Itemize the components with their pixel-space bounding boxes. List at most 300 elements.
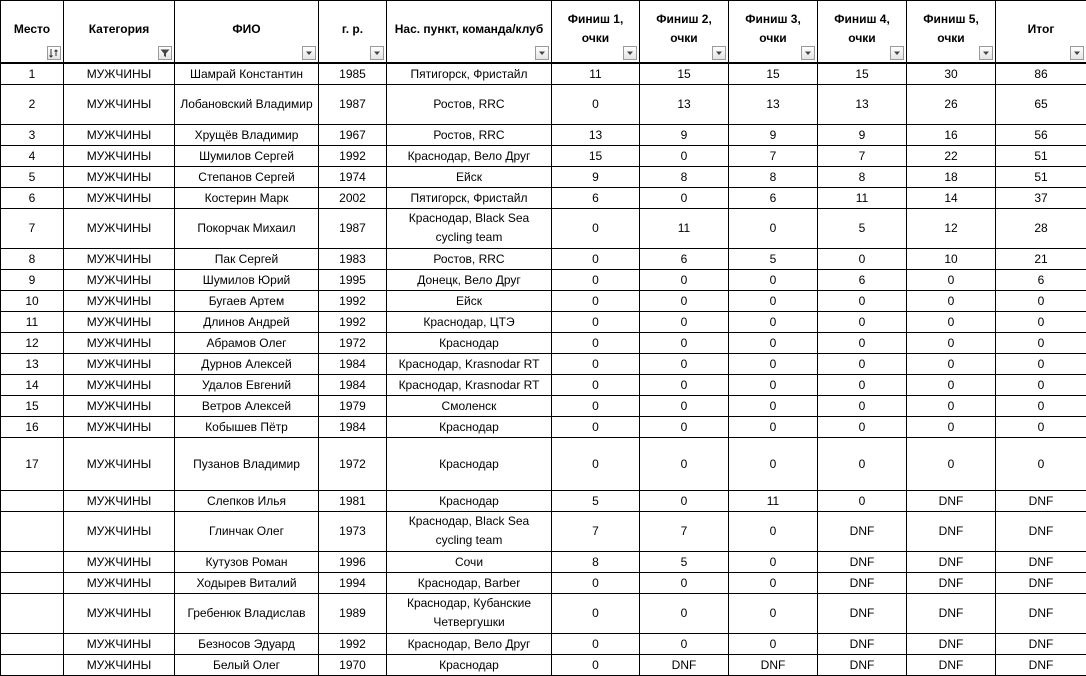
cell-finish-3: 5 xyxy=(729,248,818,269)
cell-finish-1: 0 xyxy=(552,416,640,437)
cell-finish-5: DNF xyxy=(907,511,996,551)
cell-place: 11 xyxy=(1,311,64,332)
cell-place: 12 xyxy=(1,332,64,353)
header-total xyxy=(996,1,1086,63)
cell-finish-5: DNF xyxy=(907,654,996,675)
cell-category: МУЖЧИНЫ xyxy=(64,208,175,248)
cell-finish-5: 26 xyxy=(907,84,996,124)
cell-club: Ростов, RRC xyxy=(387,124,552,145)
cell-finish-4: DNF xyxy=(818,511,907,551)
cell-place xyxy=(1,572,64,593)
cell-total: 0 xyxy=(996,311,1086,332)
cell-category: МУЖЧИНЫ xyxy=(64,374,175,395)
cell-category: МУЖЧИНЫ xyxy=(64,290,175,311)
cell-finish-2: 9 xyxy=(640,124,729,145)
cell-finish-2: 0 xyxy=(640,332,729,353)
cell-category: МУЖЧИНЫ xyxy=(64,166,175,187)
header-finish-1 xyxy=(552,1,640,63)
cell-total: DNF xyxy=(996,511,1086,551)
cell-club: Краснодар xyxy=(387,437,552,490)
cell-finish-2: 0 xyxy=(640,572,729,593)
cell-finish-2: 0 xyxy=(640,145,729,166)
cell-category: МУЖЧИНЫ xyxy=(64,63,175,85)
cell-place: 4 xyxy=(1,145,64,166)
dropdown-arrow-icon xyxy=(536,47,548,59)
table-row xyxy=(1,248,1086,269)
cell-place: 3 xyxy=(1,124,64,145)
cell-finish-3: 7 xyxy=(729,145,818,166)
cell-finish-4: 0 xyxy=(818,416,907,437)
cell-finish-4: 8 xyxy=(818,166,907,187)
cell-birth-year: 1987 xyxy=(319,208,387,248)
cell-total: DNF xyxy=(996,654,1086,675)
cell-total: 65 xyxy=(996,84,1086,124)
cell-club: Краснодар xyxy=(387,332,552,353)
cell-birth-year: 2002 xyxy=(319,187,387,208)
cell-fio: Кобышев Пётр xyxy=(175,416,319,437)
cell-finish-2: 0 xyxy=(640,353,729,374)
cell-finish-4: 0 xyxy=(818,332,907,353)
cell-birth-year: 1979 xyxy=(319,395,387,416)
cell-category: МУЖЧИНЫ xyxy=(64,551,175,572)
cell-total: 0 xyxy=(996,290,1086,311)
cell-finish-2: 0 xyxy=(640,490,729,511)
finish-5-filter-button[interactable] xyxy=(979,46,993,60)
cell-place: 10 xyxy=(1,290,64,311)
table-row xyxy=(1,490,1086,511)
cell-finish-1: 0 xyxy=(552,332,640,353)
cell-club: Ростов, RRC xyxy=(387,248,552,269)
cell-finish-2: 6 xyxy=(640,248,729,269)
cell-birth-year: 1996 xyxy=(319,551,387,572)
dropdown-arrow-icon xyxy=(802,47,814,59)
cell-fio: Степанов Сергей xyxy=(175,166,319,187)
cell-fio: Удалов Евгений xyxy=(175,374,319,395)
cell-birth-year: 1984 xyxy=(319,353,387,374)
place-filter-button[interactable] xyxy=(47,46,61,60)
header-category-label: Категория xyxy=(66,20,172,43)
cell-finish-3: 0 xyxy=(729,311,818,332)
cell-birth-year: 1967 xyxy=(319,124,387,145)
cell-category: МУЖЧИНЫ xyxy=(64,633,175,654)
cell-finish-3: 0 xyxy=(729,633,818,654)
cell-category: МУЖЧИНЫ xyxy=(64,437,175,490)
cell-fio: Дурнов Алексей xyxy=(175,353,319,374)
category-filter-button[interactable] xyxy=(158,46,172,60)
cell-finish-5: DNF xyxy=(907,593,996,633)
table-row xyxy=(1,374,1086,395)
cell-category: МУЖЧИНЫ xyxy=(64,311,175,332)
cell-birth-year: 1970 xyxy=(319,654,387,675)
cell-finish-5: 12 xyxy=(907,208,996,248)
cell-place xyxy=(1,551,64,572)
header-finish-5-label: Финиш 5, очки xyxy=(909,10,993,52)
cell-finish-2: 0 xyxy=(640,269,729,290)
cell-category: МУЖЧИНЫ xyxy=(64,593,175,633)
table-row xyxy=(1,290,1086,311)
cell-finish-3: 0 xyxy=(729,593,818,633)
cell-club: Краснодар, ЦТЭ xyxy=(387,311,552,332)
cell-finish-4: 0 xyxy=(818,248,907,269)
table-row xyxy=(1,187,1086,208)
header-birth-year-label: г. р. xyxy=(321,20,384,43)
cell-finish-2: 7 xyxy=(640,511,729,551)
finish-3-filter-button[interactable] xyxy=(801,46,815,60)
cell-finish-5: 0 xyxy=(907,290,996,311)
cell-fio: Лобановский Владимир xyxy=(175,84,319,124)
finish-4-filter-button[interactable] xyxy=(890,46,904,60)
cell-club: Смоленск xyxy=(387,395,552,416)
cell-finish-5: 0 xyxy=(907,437,996,490)
cell-fio: Ходырев Виталий xyxy=(175,572,319,593)
table-row xyxy=(1,395,1086,416)
cell-place: 15 xyxy=(1,395,64,416)
cell-finish-1: 6 xyxy=(552,187,640,208)
cell-total: 86 xyxy=(996,63,1086,85)
cell-birth-year: 1974 xyxy=(319,166,387,187)
cell-finish-1: 0 xyxy=(552,593,640,633)
cell-category: МУЖЧИНЫ xyxy=(64,124,175,145)
cell-finish-5: 30 xyxy=(907,63,996,85)
cell-finish-5: 18 xyxy=(907,166,996,187)
cell-finish-3: 0 xyxy=(729,511,818,551)
club-filter-button[interactable] xyxy=(535,46,549,60)
table-body xyxy=(1,63,1086,676)
cell-finish-1: 8 xyxy=(552,551,640,572)
cell-finish-2: 0 xyxy=(640,416,729,437)
cell-finish-5: DNF xyxy=(907,490,996,511)
cell-finish-1: 13 xyxy=(552,124,640,145)
cell-total: DNF xyxy=(996,593,1086,633)
cell-fio: Шумилов Сергей xyxy=(175,145,319,166)
cell-finish-2: 0 xyxy=(640,311,729,332)
cell-category: МУЖЧИНЫ xyxy=(64,84,175,124)
cell-fio: Костерин Марк xyxy=(175,187,319,208)
cell-category: МУЖЧИНЫ xyxy=(64,145,175,166)
cell-finish-3: 0 xyxy=(729,353,818,374)
cell-birth-year: 1992 xyxy=(319,633,387,654)
cell-fio: Гребенюк Владислав xyxy=(175,593,319,633)
cell-club: Ейск xyxy=(387,290,552,311)
cell-place xyxy=(1,490,64,511)
cell-finish-2: 5 xyxy=(640,551,729,572)
cell-fio: Покорчак Михаил xyxy=(175,208,319,248)
cell-finish-3: 0 xyxy=(729,395,818,416)
header-finish-3 xyxy=(729,1,818,63)
cell-club: Краснодар, Вело Друг xyxy=(387,145,552,166)
header-finish-5 xyxy=(907,1,996,63)
cell-finish-5: 0 xyxy=(907,332,996,353)
cell-finish-5: 14 xyxy=(907,187,996,208)
dropdown-arrow-icon xyxy=(1071,47,1083,59)
cell-total: DNF xyxy=(996,633,1086,654)
cell-birth-year: 1984 xyxy=(319,416,387,437)
cell-finish-4: 5 xyxy=(818,208,907,248)
cell-finish-1: 0 xyxy=(552,374,640,395)
cell-finish-2: 0 xyxy=(640,395,729,416)
cell-finish-5: 16 xyxy=(907,124,996,145)
cell-club: Краснодар, Вело Друг xyxy=(387,633,552,654)
cell-finish-1: 0 xyxy=(552,633,640,654)
cell-finish-2: 0 xyxy=(640,374,729,395)
total-filter-button[interactable] xyxy=(1070,46,1084,60)
cell-total: DNF xyxy=(996,490,1086,511)
cell-category: МУЖЧИНЫ xyxy=(64,654,175,675)
cell-finish-4: 0 xyxy=(818,353,907,374)
cell-club: Краснодар xyxy=(387,416,552,437)
header-place xyxy=(1,1,64,63)
table-row xyxy=(1,654,1086,675)
cell-finish-4: DNF xyxy=(818,633,907,654)
cell-finish-5: DNF xyxy=(907,572,996,593)
cell-total: 28 xyxy=(996,208,1086,248)
cell-club: Краснодар, Krasnodar RT xyxy=(387,353,552,374)
cell-finish-4: DNF xyxy=(818,551,907,572)
cell-finish-2: 0 xyxy=(640,633,729,654)
table-row xyxy=(1,208,1086,248)
cell-club: Краснодар, Krasnodar RT xyxy=(387,374,552,395)
finish-2-filter-button[interactable] xyxy=(712,46,726,60)
cell-finish-3: 0 xyxy=(729,374,818,395)
table-row xyxy=(1,332,1086,353)
cell-place: 1 xyxy=(1,63,64,85)
cell-finish-2: 0 xyxy=(640,290,729,311)
cell-category: МУЖЧИНЫ xyxy=(64,187,175,208)
cell-place: 8 xyxy=(1,248,64,269)
cell-total: 51 xyxy=(996,145,1086,166)
header-birth-year xyxy=(319,1,387,63)
sort-filter-icon xyxy=(48,47,60,59)
cell-finish-5: 22 xyxy=(907,145,996,166)
cell-birth-year: 1972 xyxy=(319,332,387,353)
table-row xyxy=(1,572,1086,593)
cell-finish-1: 7 xyxy=(552,511,640,551)
cell-place xyxy=(1,511,64,551)
cell-birth-year: 1992 xyxy=(319,290,387,311)
cell-place xyxy=(1,633,64,654)
table-row xyxy=(1,84,1086,124)
table-row xyxy=(1,593,1086,633)
cell-finish-3: 0 xyxy=(729,416,818,437)
cell-total: 0 xyxy=(996,332,1086,353)
cell-place: 6 xyxy=(1,187,64,208)
cell-category: МУЖЧИНЫ xyxy=(64,332,175,353)
cell-birth-year: 1992 xyxy=(319,145,387,166)
cell-finish-4: 7 xyxy=(818,145,907,166)
cell-finish-4: 13 xyxy=(818,84,907,124)
cell-club: Ейск xyxy=(387,166,552,187)
cell-finish-5: DNF xyxy=(907,633,996,654)
table-row xyxy=(1,551,1086,572)
cell-place xyxy=(1,654,64,675)
cell-finish-3: 9 xyxy=(729,124,818,145)
cell-category: МУЖЧИНЫ xyxy=(64,353,175,374)
cell-finish-2: 0 xyxy=(640,187,729,208)
table-row xyxy=(1,311,1086,332)
cell-finish-1: 0 xyxy=(552,395,640,416)
table-row xyxy=(1,353,1086,374)
table-row xyxy=(1,633,1086,654)
cell-club: Донецк, Вело Друг xyxy=(387,269,552,290)
cell-category: МУЖЧИНЫ xyxy=(64,248,175,269)
cell-total: 0 xyxy=(996,353,1086,374)
dropdown-arrow-icon xyxy=(891,47,903,59)
cell-place: 14 xyxy=(1,374,64,395)
cell-finish-3: 0 xyxy=(729,290,818,311)
cell-place xyxy=(1,593,64,633)
cell-finish-4: 15 xyxy=(818,63,907,85)
cell-total: 0 xyxy=(996,395,1086,416)
cell-finish-1: 0 xyxy=(552,353,640,374)
cell-birth-year: 1995 xyxy=(319,269,387,290)
header-fio xyxy=(175,1,319,63)
cell-fio: Хрущёв Владимир xyxy=(175,124,319,145)
cell-total: DNF xyxy=(996,572,1086,593)
cell-birth-year: 1981 xyxy=(319,490,387,511)
header-total-label: Итог xyxy=(998,20,1084,43)
cell-finish-2: DNF xyxy=(640,654,729,675)
cell-finish-4: 6 xyxy=(818,269,907,290)
cell-finish-3: DNF xyxy=(729,654,818,675)
cell-birth-year: 1987 xyxy=(319,84,387,124)
cell-birth-year: 1994 xyxy=(319,572,387,593)
table-row xyxy=(1,511,1086,551)
cell-finish-2: 11 xyxy=(640,208,729,248)
cell-club: Пятигорск, Фристайл xyxy=(387,187,552,208)
table-row xyxy=(1,416,1086,437)
cell-finish-5: 0 xyxy=(907,416,996,437)
cell-finish-4: 0 xyxy=(818,437,907,490)
cell-total: 37 xyxy=(996,187,1086,208)
cell-fio: Ветров Алексей xyxy=(175,395,319,416)
cell-finish-1: 0 xyxy=(552,290,640,311)
cell-place: 17 xyxy=(1,437,64,490)
cell-finish-1: 0 xyxy=(552,654,640,675)
cell-category: МУЖЧИНЫ xyxy=(64,395,175,416)
cell-finish-1: 0 xyxy=(552,248,640,269)
header-finish-4 xyxy=(818,1,907,63)
cell-finish-5: 0 xyxy=(907,395,996,416)
cell-club: Краснодар, Black Sea cycling team xyxy=(387,511,552,551)
table-row xyxy=(1,437,1086,490)
cell-finish-5: 0 xyxy=(907,374,996,395)
cell-finish-1: 0 xyxy=(552,84,640,124)
cell-club: Пятигорск, Фристайл xyxy=(387,63,552,85)
table-header xyxy=(1,1,1086,63)
cell-fio: Бугаев Артем xyxy=(175,290,319,311)
header-finish-2-label: Финиш 2, очки xyxy=(642,10,726,52)
cell-place: 7 xyxy=(1,208,64,248)
cell-place: 9 xyxy=(1,269,64,290)
header-finish-4-label: Финиш 4, очки xyxy=(820,10,904,52)
cell-finish-1: 0 xyxy=(552,311,640,332)
cell-fio: Длинов Андрей xyxy=(175,311,319,332)
cell-finish-4: 0 xyxy=(818,374,907,395)
cell-finish-2: 8 xyxy=(640,166,729,187)
header-club-label: Нас. пункт, команда/клуб xyxy=(389,20,549,43)
cell-category: МУЖЧИНЫ xyxy=(64,572,175,593)
dropdown-arrow-icon xyxy=(713,47,725,59)
cell-birth-year: 1972 xyxy=(319,437,387,490)
table-row xyxy=(1,124,1086,145)
cell-finish-1: 0 xyxy=(552,269,640,290)
cell-finish-5: 10 xyxy=(907,248,996,269)
cell-place: 2 xyxy=(1,84,64,124)
cell-finish-3: 0 xyxy=(729,437,818,490)
header-fio-label: ФИО xyxy=(177,20,316,43)
cell-fio: Слепков Илья xyxy=(175,490,319,511)
cell-finish-3: 0 xyxy=(729,572,818,593)
cell-fio: Безносов Эдуард xyxy=(175,633,319,654)
cell-finish-2: 0 xyxy=(640,593,729,633)
cell-category: МУЖЧИНЫ xyxy=(64,416,175,437)
cell-finish-4: 11 xyxy=(818,187,907,208)
cell-club: Ростов, RRC xyxy=(387,84,552,124)
cell-finish-3: 0 xyxy=(729,269,818,290)
cell-finish-1: 0 xyxy=(552,572,640,593)
cell-birth-year: 1992 xyxy=(319,311,387,332)
cell-fio: Шамрай Константин xyxy=(175,63,319,85)
cell-finish-5: 0 xyxy=(907,353,996,374)
cell-place: 16 xyxy=(1,416,64,437)
cell-finish-4: DNF xyxy=(818,572,907,593)
cell-finish-4: DNF xyxy=(818,654,907,675)
cell-finish-1: 15 xyxy=(552,145,640,166)
cell-finish-1: 9 xyxy=(552,166,640,187)
table-row xyxy=(1,269,1086,290)
cell-club: Краснодар xyxy=(387,490,552,511)
cell-finish-4: 0 xyxy=(818,290,907,311)
cell-category: МУЖЧИНЫ xyxy=(64,490,175,511)
header-place-label: Место xyxy=(3,20,61,43)
cell-finish-3: 0 xyxy=(729,208,818,248)
header-row xyxy=(1,1,1086,63)
cell-finish-3: 8 xyxy=(729,166,818,187)
cell-finish-1: 11 xyxy=(552,63,640,85)
cell-total: 0 xyxy=(996,416,1086,437)
cell-total: 21 xyxy=(996,248,1086,269)
birth-year-filter-button[interactable] xyxy=(370,46,384,60)
table-row xyxy=(1,166,1086,187)
cell-finish-1: 0 xyxy=(552,208,640,248)
finish-1-filter-button[interactable] xyxy=(623,46,637,60)
cell-finish-4: DNF xyxy=(818,593,907,633)
cell-birth-year: 1989 xyxy=(319,593,387,633)
table-row xyxy=(1,145,1086,166)
cell-finish-3: 11 xyxy=(729,490,818,511)
cell-total: 56 xyxy=(996,124,1086,145)
cell-fio: Глинчак Олег xyxy=(175,511,319,551)
cell-finish-2: 0 xyxy=(640,437,729,490)
dropdown-arrow-icon xyxy=(371,47,383,59)
cell-birth-year: 1984 xyxy=(319,374,387,395)
cell-finish-4: 0 xyxy=(818,395,907,416)
cell-finish-2: 13 xyxy=(640,84,729,124)
cell-finish-3: 6 xyxy=(729,187,818,208)
header-finish-2 xyxy=(640,1,729,63)
header-finish-3-label: Финиш 3, очки xyxy=(731,10,815,52)
cell-club: Сочи xyxy=(387,551,552,572)
cell-fio: Белый Олег xyxy=(175,654,319,675)
cell-place: 13 xyxy=(1,353,64,374)
cell-finish-3: 0 xyxy=(729,551,818,572)
cell-category: МУЖЧИНЫ xyxy=(64,269,175,290)
fio-filter-button[interactable] xyxy=(302,46,316,60)
dropdown-arrow-icon xyxy=(624,47,636,59)
cell-fio: Шумилов Юрий xyxy=(175,269,319,290)
cell-birth-year: 1985 xyxy=(319,63,387,85)
header-finish-1-label: Финиш 1, очки xyxy=(554,10,637,52)
